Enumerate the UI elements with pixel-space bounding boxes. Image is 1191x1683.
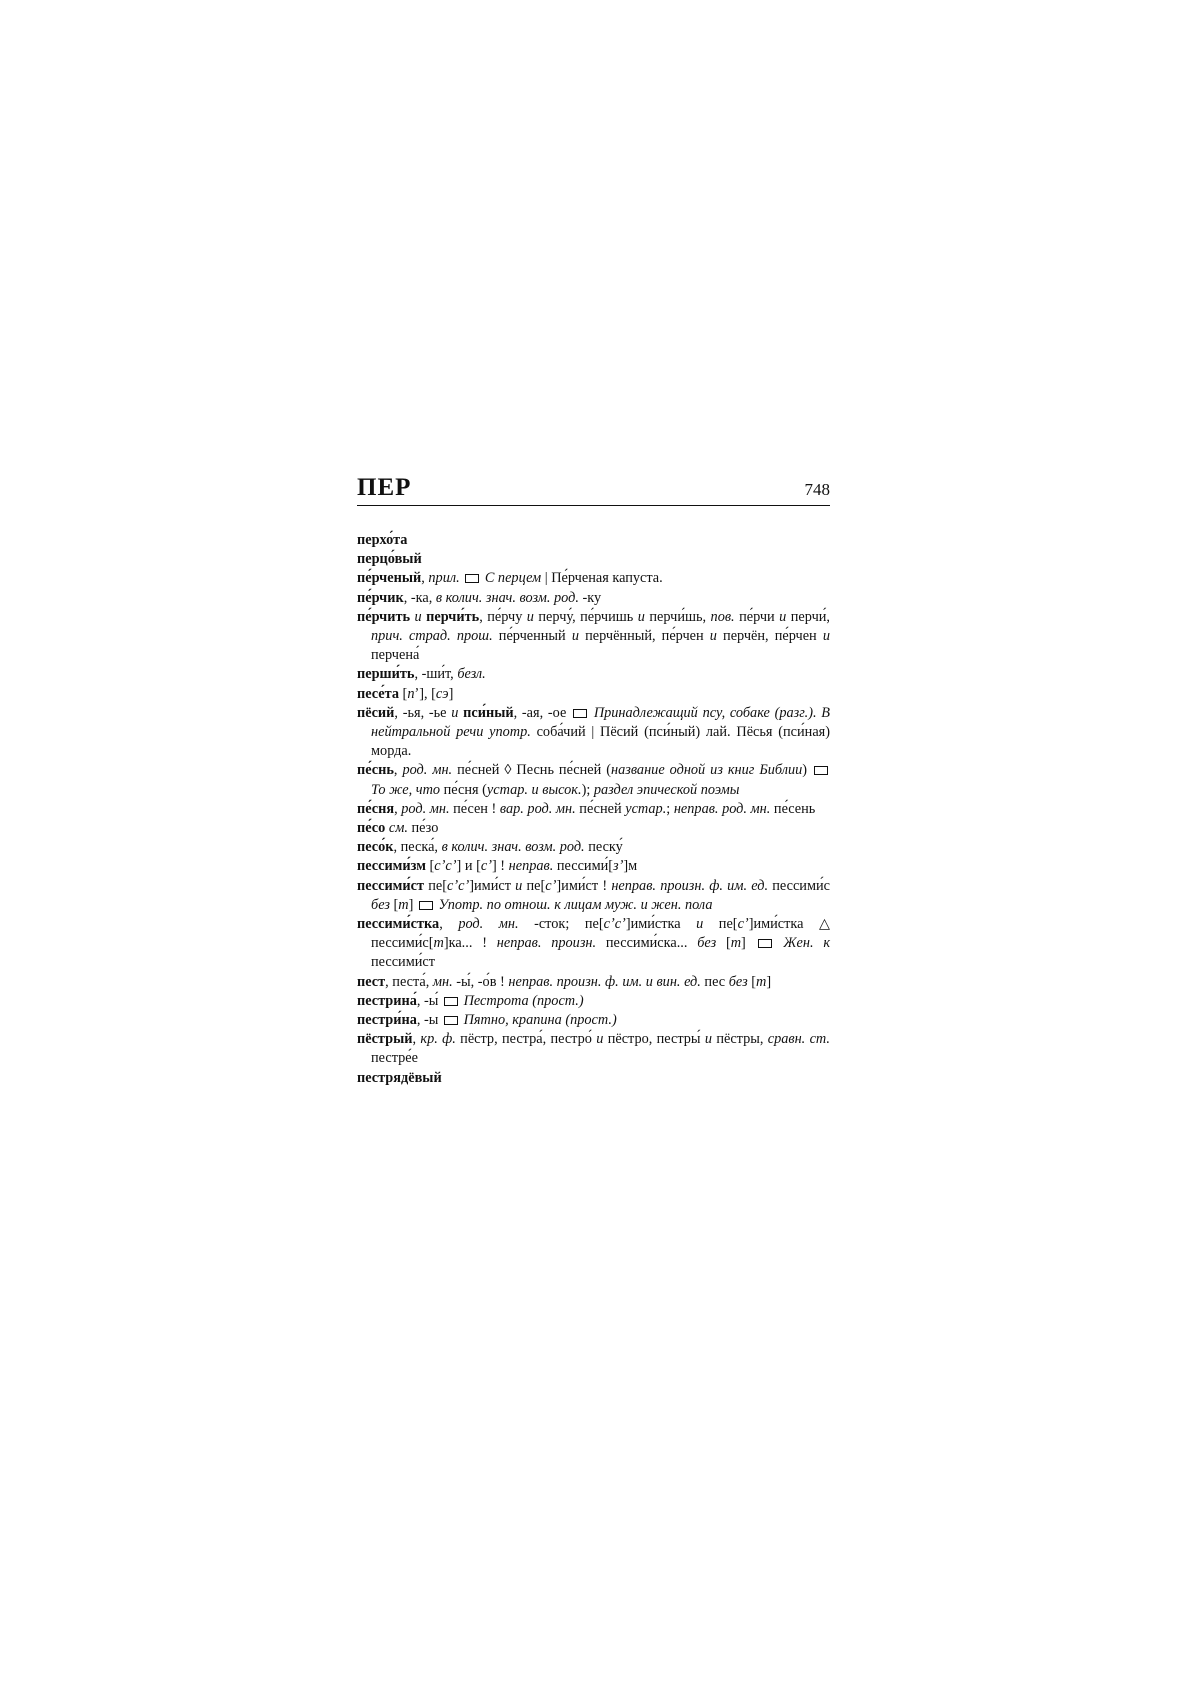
grammar-note: сʼсʼ xyxy=(447,877,470,894)
grammar-note: неправ. произн. ф. им. ед. xyxy=(611,877,769,894)
grammar-note: сравн. ст. xyxy=(767,1031,830,1048)
grammar-note: вар. род. мн. xyxy=(499,800,576,817)
entry-text: пёстры, xyxy=(712,1031,768,1048)
entry-text: пе́сня ( xyxy=(440,781,487,798)
headword: пессими́ст xyxy=(357,877,425,894)
entry-text: пе́сень xyxy=(770,800,816,817)
entry-text: ]ими́ст xyxy=(469,877,516,894)
entry-text: пёстро, пестры́ xyxy=(603,1031,705,1048)
entry-text: пе[ xyxy=(424,877,448,894)
entry-text: ]ка... ! xyxy=(443,935,497,952)
grammar-note: род. мн. xyxy=(402,762,453,779)
grammar-note: Употр. по отнош. к лицам муж. и жен. пола xyxy=(438,896,713,913)
entry-text: [ xyxy=(389,896,399,913)
dictionary-entry xyxy=(357,761,830,799)
grammar-note: без xyxy=(697,935,717,952)
headword: пёстрый xyxy=(357,1031,413,1048)
entry-text: -ку xyxy=(578,589,602,606)
definition-box-icon xyxy=(444,1016,458,1025)
entry-text: , xyxy=(394,800,402,817)
headword: пси́ный xyxy=(463,704,514,721)
entry-text: , -ши́т, xyxy=(414,666,458,683)
dictionary-entry xyxy=(357,531,830,550)
page-number: 748 xyxy=(804,480,830,499)
entry-text xyxy=(774,935,784,951)
grammar-note: неправ. произн. xyxy=(496,935,597,952)
grammar-note: безл. xyxy=(457,666,486,683)
grammar-note: род. мн. xyxy=(458,916,519,933)
headword: пе́рченый xyxy=(357,570,422,587)
grammar-note: пов. xyxy=(710,608,735,625)
grammar-note: прил. xyxy=(428,570,460,587)
entry-text: [ xyxy=(716,935,731,952)
headword: пессими́зм xyxy=(357,858,426,875)
grammar-note: неправ. произн. ф. им. и вин. ед. xyxy=(508,973,701,990)
entry-text: пестре́е xyxy=(371,1050,418,1067)
entry-text: пессими́с xyxy=(768,877,830,894)
entry-text: -ы́, -о́в ! xyxy=(452,973,509,990)
dictionary-entry xyxy=(357,819,830,838)
headword: пест xyxy=(357,973,386,990)
entry-text: ]ими́стка △ пессими́с[ xyxy=(371,916,830,952)
grammar-note: и xyxy=(526,608,534,625)
grammar-note: сʼ xyxy=(545,877,557,894)
entry-text: перчу́, пе́рчишь xyxy=(533,608,638,625)
header-rule xyxy=(357,505,830,506)
entry-text: , xyxy=(393,762,403,779)
headword: пестрина́ xyxy=(357,992,417,1009)
entry-text: ] и [ xyxy=(456,858,481,875)
entry-text: ] xyxy=(408,896,417,913)
headword: пессими́стка xyxy=(357,916,440,933)
entry-text: [ xyxy=(747,973,756,990)
dictionary-entry xyxy=(357,915,830,973)
entry-text: пессими́ска... xyxy=(596,935,698,952)
grammar-note: раздел эпической поэмы xyxy=(593,781,740,798)
entry-text: ; xyxy=(666,800,674,817)
grammar-note: в колич. знач. возм. род. xyxy=(435,589,579,606)
dictionary-entry xyxy=(357,665,830,684)
dictionary-entry xyxy=(357,704,830,762)
headword: пе́со xyxy=(357,820,386,837)
header-letters: ПЕР xyxy=(357,474,412,501)
entry-text: ]м xyxy=(623,858,638,875)
entry-text: ]ими́ст ! xyxy=(556,877,612,894)
grammar-note: и xyxy=(414,608,422,625)
headword: пестри́на xyxy=(357,1012,417,1029)
dictionary-entry xyxy=(357,857,830,876)
grammar-note: Принадлежащий псу, собаке (разг.). В нейтральной речи употр. xyxy=(371,704,831,741)
entry-text: перчённый, пе́рчен xyxy=(578,628,710,645)
headword: песо́к xyxy=(357,839,394,856)
grammar-note: Жен. к xyxy=(783,935,831,952)
dictionary-entry xyxy=(357,1011,830,1030)
headword: пёсий xyxy=(357,704,395,721)
dictionary-entry xyxy=(357,838,830,857)
entry-text: ] xyxy=(766,973,772,990)
grammar-note: устар. xyxy=(625,800,667,817)
dictionary-entry xyxy=(357,685,830,704)
definition-box-icon xyxy=(444,997,458,1006)
headword: пе́рчить xyxy=(357,608,411,625)
dictionary-entry xyxy=(357,877,830,915)
definition-box-icon xyxy=(758,939,772,948)
entry-text: перчи́, xyxy=(786,608,830,625)
headword: пе́сня xyxy=(357,800,395,817)
entry-text: , -ы xyxy=(416,1012,442,1029)
grammar-note: неправ. род. мн. xyxy=(673,800,771,817)
entry-text: пе́рчи xyxy=(734,608,780,625)
grammar-note: п xyxy=(407,685,415,702)
entry-text: , xyxy=(412,1031,421,1048)
dictionary-entry xyxy=(357,569,830,588)
entry-text: пе[ xyxy=(703,916,738,933)
grammar-note: и xyxy=(571,628,579,645)
entry-text: пес xyxy=(700,973,729,990)
grammar-note: зʼ xyxy=(613,858,624,875)
headword: пестрядёвый xyxy=(357,1069,442,1086)
grammar-note: устар. и высок. xyxy=(486,781,582,798)
grammar-note: т xyxy=(756,973,767,990)
dictionary-entry xyxy=(357,1069,830,1088)
grammar-note: кр. ф. xyxy=(420,1031,456,1048)
entry-text: перчён, пе́рчен xyxy=(716,628,823,645)
entry-text: пессими́ст xyxy=(371,954,435,971)
grammar-note: и xyxy=(451,704,459,721)
headword: песе́та xyxy=(357,685,399,702)
grammar-note: см. xyxy=(388,820,408,837)
definition-box-icon xyxy=(465,574,479,583)
grammar-note: и xyxy=(709,628,717,645)
entry-text: соба́чий | Пёсий (пси́ный) лай. Пёсья (пси́ная) морда. xyxy=(371,724,830,760)
headword: перцо́вый xyxy=(357,551,422,568)
page-header xyxy=(357,474,830,514)
entry-text: , -ка, xyxy=(403,589,436,606)
entry-text: пе́зо xyxy=(407,820,439,837)
grammar-note: т xyxy=(730,935,742,952)
definition-box-icon xyxy=(419,901,433,910)
grammar-note: и xyxy=(637,608,645,625)
entry-text: , песта́, xyxy=(385,973,433,990)
entry-text: перчена́ xyxy=(371,647,420,664)
entry-text: , xyxy=(439,916,459,933)
grammar-note: С перцем xyxy=(484,570,542,587)
entry-text: пе́сен ! xyxy=(449,800,500,817)
grammar-note: т xyxy=(398,896,409,913)
entry-text: пе[ xyxy=(522,877,546,894)
entry-list xyxy=(357,531,830,1088)
entry-text: [ xyxy=(425,858,435,875)
entry-text: пессими́[ xyxy=(553,858,614,875)
grammar-note: сэ xyxy=(435,685,449,702)
entry-text: , xyxy=(421,570,429,587)
grammar-note: сʼсʼ xyxy=(434,858,457,875)
headword: пе́рчик xyxy=(357,589,404,606)
dictionary-entry xyxy=(357,992,830,1011)
entry-text: пе́сней xyxy=(575,800,626,817)
grammar-note: сʼсʼ xyxy=(603,916,626,933)
definition-box-icon xyxy=(814,766,828,775)
entry-text: пе́сней ◊ Песнь пе́сней ( xyxy=(452,762,611,779)
grammar-note: без xyxy=(371,896,390,913)
dictionary-entry xyxy=(357,608,830,666)
entry-text: , -ая, -ое xyxy=(513,704,572,721)
grammar-note: сʼ xyxy=(480,858,492,875)
grammar-note: неправ. xyxy=(508,858,554,875)
entry-text: ʼ], [ xyxy=(414,685,436,702)
grammar-note: и xyxy=(779,608,787,625)
grammar-note: и xyxy=(822,628,830,645)
headword: перхо́та xyxy=(357,532,408,548)
entry-text: пе́рченный xyxy=(492,628,572,645)
entry-text: ] xyxy=(448,685,454,702)
entry-text: [ xyxy=(398,685,408,702)
grammar-note: То же, что xyxy=(371,781,441,798)
grammar-note: сʼ xyxy=(737,916,749,933)
grammar-note: и xyxy=(696,916,704,933)
entry-text: перчи́шь, xyxy=(644,608,711,625)
entry-text: песку́ xyxy=(584,839,623,856)
dictionary-entry xyxy=(357,550,830,569)
entry-text: | Пе́рченая капуста. xyxy=(541,570,663,587)
entry-text: ] xyxy=(741,935,756,952)
headword: перчи́ть xyxy=(426,608,480,625)
entry-text: пёстр, пестра́, пестро́ xyxy=(455,1031,597,1048)
entry-text: ] ! xyxy=(491,858,509,875)
grammar-note: прич. страд. прош. xyxy=(371,628,493,645)
dictionary-entry xyxy=(357,1030,830,1068)
entry-text: , песка́, xyxy=(393,839,442,856)
definition-box-icon xyxy=(573,709,587,718)
grammar-note: без xyxy=(728,973,748,990)
grammar-note: и xyxy=(515,877,523,894)
grammar-note: Пестрота (прост.) xyxy=(463,992,584,1009)
grammar-note: род. мн. xyxy=(401,800,450,817)
grammar-note: в колич. знач. возм. род. xyxy=(441,839,585,856)
dictionary-entry xyxy=(357,589,830,608)
entry-text: ) xyxy=(802,762,813,779)
dictionary-entry xyxy=(357,800,830,819)
entry-text: -сток; пе[ xyxy=(518,916,604,933)
entry-text: , -ы́ xyxy=(416,992,442,1009)
headword: пе́снь xyxy=(357,762,394,779)
entry-text: ]ими́стка xyxy=(625,916,697,933)
grammar-note: т xyxy=(433,935,444,952)
entry-text: , -ья, -ье xyxy=(394,704,452,721)
grammar-note: название одной из книг Библии xyxy=(611,762,803,779)
entry-text: ); xyxy=(581,781,594,798)
grammar-note: Пятно, крапина (прост.) xyxy=(463,1012,617,1029)
entry-text xyxy=(460,570,464,586)
grammar-note: и xyxy=(596,1031,604,1048)
grammar-note: и xyxy=(704,1031,712,1048)
entry-text: , пе́рчу xyxy=(479,608,527,625)
grammar-note: мн. xyxy=(432,973,453,990)
headword: перши́ть xyxy=(357,666,415,683)
dictionary-entry xyxy=(357,973,830,992)
